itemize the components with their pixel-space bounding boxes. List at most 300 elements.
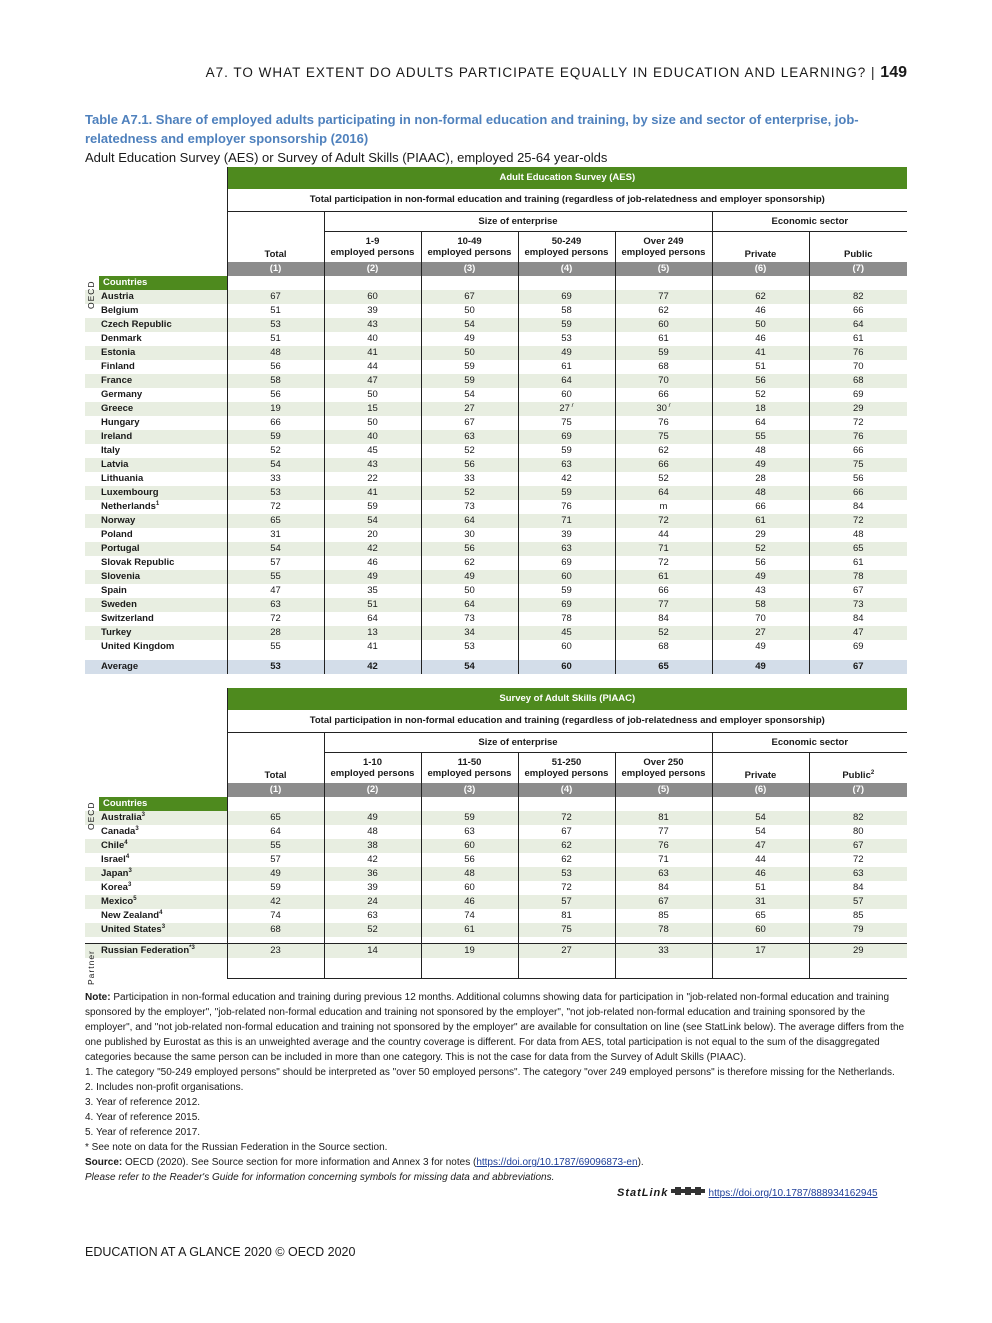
aes-country-row xyxy=(85,332,907,346)
value-cell: 65 xyxy=(809,542,907,556)
footnote: * See note on data for the Russian Federation in the Source section. xyxy=(85,1142,388,1153)
value-cell: 42 xyxy=(324,542,421,556)
value-cell: 53 xyxy=(518,332,615,346)
value-cell: 51 xyxy=(712,881,809,895)
value-cell: 48 xyxy=(712,486,809,500)
country-name: Switzerland xyxy=(101,612,154,624)
value-cell: 42 xyxy=(227,895,324,909)
value-cell: 54 xyxy=(421,388,518,402)
aes-country-row xyxy=(85,612,907,626)
piaac-span-label: Total participation in non-formal education and training (regardless of job-relatedness and employer sponsorship) xyxy=(227,710,907,733)
value-cell: 52 xyxy=(421,486,518,500)
value-cell: 49 xyxy=(712,458,809,472)
value-cell: 52 xyxy=(712,542,809,556)
value-cell: 66 xyxy=(615,458,712,472)
value-cell: 62 xyxy=(518,839,615,853)
running-title: A7. TO WHAT EXTENT DO ADULTS PARTICIPATE EQUALLY IN EDUCATION AND LEARNING? xyxy=(205,65,867,80)
country-name: Average xyxy=(85,660,227,674)
value-cell: 59 xyxy=(227,881,324,895)
value-cell: 57 xyxy=(227,556,324,570)
value-cell: 61 xyxy=(809,332,907,346)
value-cell: 52 xyxy=(615,626,712,640)
piaac-table-body xyxy=(85,811,907,979)
value-cell: 41 xyxy=(324,640,421,654)
value-cell: 56 xyxy=(421,458,518,472)
header-separator: | xyxy=(871,65,876,80)
aes-country-row xyxy=(85,374,907,388)
value-cell: 52 xyxy=(324,923,421,937)
value-cell: 53 xyxy=(518,867,615,881)
value-cell: 75 xyxy=(518,416,615,430)
value-cell: 51 xyxy=(712,360,809,374)
value-cell: 76 xyxy=(809,430,907,444)
footnote: 4. Year of reference 2015. xyxy=(85,1112,201,1123)
piaac-country-row xyxy=(85,881,907,895)
statlink-url[interactable]: https://doi.org/10.1787/888934162945 xyxy=(708,1188,878,1199)
source-link[interactable]: https://doi.org/10.1787/69096873-en xyxy=(476,1157,638,1168)
value-cell: 66 xyxy=(809,304,907,318)
value-cell: 48 xyxy=(712,444,809,458)
piaac-survey-label: Survey of Adult Skills (PIAAC) xyxy=(227,688,907,710)
value-cell: 69 xyxy=(518,430,615,444)
aes-total-header: Total xyxy=(227,232,324,262)
aes-table-body xyxy=(85,290,907,674)
aes-country-row xyxy=(85,472,907,486)
value-cell: 54 xyxy=(421,318,518,332)
value-cell: 60 xyxy=(518,660,615,674)
aes-country-row xyxy=(85,304,907,318)
value-cell: 65 xyxy=(227,811,324,825)
value-cell: 42 xyxy=(324,660,421,674)
value-cell: 49 xyxy=(712,660,809,674)
value-cell: 22 xyxy=(324,472,421,486)
value-cell: 50 xyxy=(324,388,421,402)
country-name: Latvia xyxy=(85,458,227,472)
country-name: Norway xyxy=(85,514,227,528)
aes-country-row xyxy=(85,626,907,640)
country-name: Netherlands$^1$ xyxy=(101,500,160,512)
aes-country-row xyxy=(85,528,907,542)
country-name: Denmark xyxy=(101,332,142,344)
statlink-logo-icon xyxy=(671,1187,708,1199)
value-cell: 78 xyxy=(615,923,712,937)
value-cell: 33 xyxy=(227,472,324,486)
country-name: Ireland xyxy=(85,430,227,444)
value-cell: 46 xyxy=(324,556,421,570)
value-cell: 44 xyxy=(324,360,421,374)
value-cell: 47 xyxy=(712,839,809,853)
value-cell: 33 xyxy=(615,943,712,958)
footnote: 5. Year of reference 2017. xyxy=(85,1127,201,1138)
value-cell: 20 xyxy=(324,528,421,542)
value-cell: 56 xyxy=(421,853,518,867)
value-cell: 63 xyxy=(518,458,615,472)
aes-country-row xyxy=(85,444,907,458)
value-cell: 41 xyxy=(324,346,421,360)
value-cell: 72 xyxy=(227,500,324,514)
aes-span-label: Total participation in non-formal education and training (regardless of job-relatedness and employer sponsorship) xyxy=(227,189,907,212)
piaac-size-col-2: 11-50 employed persons xyxy=(421,753,518,783)
page-number: 149 xyxy=(880,64,907,81)
aes-country-row xyxy=(85,388,907,402)
value-cell: 67 xyxy=(227,290,324,304)
value-cell: 64 xyxy=(615,486,712,500)
value-cell: 51 xyxy=(227,332,324,346)
value-cell: 55 xyxy=(227,570,324,584)
value-cell: 28 xyxy=(712,472,809,486)
country-name: Italy xyxy=(101,444,121,456)
piaac-country-row xyxy=(85,895,907,909)
country-name: Finland xyxy=(101,360,135,372)
note-paragraph: Note: Participation in non-formal education and training during previous 12 months. Additional columns showing data for participation in "job-related non-formal education and training sponsored by the employer", "job-related non-formal education and training not sponsored by the employer", "not job-related non-formal education and training sponsored by the employer", and "not job-related non-formal education and training not sponsored by the employer" are available for consultation on line (see StatLink below). The average differs from the one published by Eurostat as this is an unweighted average and the country coverage is different. For data from AES, total participation is not equal to the sum of the disaggregated categories because the same person can be included in more than one category. This is not the case for data from the Survey of Adult Skills (PIAAC). xyxy=(85,992,905,1063)
value-cell: 47 xyxy=(324,374,421,388)
piaac-country-row xyxy=(85,811,907,825)
value-cell: 27 xyxy=(421,402,518,416)
value-cell: 58 xyxy=(518,304,615,318)
country-name: Canada$^3$ xyxy=(101,825,139,837)
piaac-col-num: (3) xyxy=(421,783,518,797)
value-cell: 52 xyxy=(421,444,518,458)
value-cell: 67 xyxy=(809,660,907,674)
value-cell: 62 xyxy=(421,556,518,570)
footnote: 3. Year of reference 2012. xyxy=(85,1097,201,1108)
value-cell: 64 xyxy=(227,825,324,839)
aes-country-row xyxy=(85,402,907,416)
value-cell: 63 xyxy=(421,430,518,444)
value-cell: 27 xyxy=(712,626,809,640)
aes-country-row xyxy=(85,598,907,612)
country-name: Estonia xyxy=(85,346,227,360)
value-cell: 56 xyxy=(227,388,324,402)
value-cell: 59 xyxy=(615,346,712,360)
aes-size-col-2: 10-49 employed persons xyxy=(421,232,518,262)
table-notes xyxy=(85,990,907,1185)
value-cell: 84 xyxy=(809,500,907,514)
value-cell: 53 xyxy=(227,318,324,332)
value-cell: 43 xyxy=(712,584,809,598)
value-cell: 68 xyxy=(615,640,712,654)
value-cell: 29 xyxy=(809,943,907,958)
country-name: Slovak Republic xyxy=(101,556,175,568)
piaac-sector-label: Economic sector xyxy=(712,733,907,753)
value-cell: 49 xyxy=(421,570,518,584)
value-cell: 76 xyxy=(615,416,712,430)
value-cell: 61 xyxy=(809,556,907,570)
value-cell: 49 xyxy=(227,867,324,881)
value-cell: 29 xyxy=(712,528,809,542)
value-cell: 64 xyxy=(809,318,907,332)
aes-col-num: (4) xyxy=(518,262,615,276)
aes-average-row xyxy=(85,660,907,674)
value-cell: 47 xyxy=(809,626,907,640)
value-cell: 71 xyxy=(615,542,712,556)
value-cell: 62 xyxy=(615,444,712,458)
value-cell: 58 xyxy=(227,374,324,388)
value-cell: 64 xyxy=(518,374,615,388)
value-cell: 17 xyxy=(712,943,809,958)
value-cell: 66 xyxy=(809,486,907,500)
value-cell: 54 xyxy=(712,825,809,839)
value-cell: 51 xyxy=(227,304,324,318)
value-cell: 52 xyxy=(615,472,712,486)
piaac-group-label: OECD xyxy=(86,801,96,830)
value-cell: 57 xyxy=(518,895,615,909)
aes-col-num: (1) xyxy=(227,262,324,276)
value-cell: 57 xyxy=(227,853,324,867)
piaac-col-num: (1) xyxy=(227,783,324,797)
value-cell: 81 xyxy=(518,909,615,923)
piaac-size-col-3: 51-250 employed persons xyxy=(518,753,615,783)
aes-col-num: (5) xyxy=(615,262,712,276)
page-footer: EDUCATION AT A GLANCE 2020 © OECD 2020 xyxy=(85,1245,356,1259)
aes-country-row xyxy=(85,570,907,584)
value-cell: 62 xyxy=(712,290,809,304)
value-cell: 15 xyxy=(324,402,421,416)
value-cell: 59 xyxy=(324,500,421,514)
value-cell: 68 xyxy=(227,923,324,937)
piaac-countries-label: Countries xyxy=(99,797,227,811)
value-cell: 63 xyxy=(227,598,324,612)
value-cell: 69 xyxy=(518,598,615,612)
value-cell: 70 xyxy=(809,360,907,374)
footnote: 1. The category "50-249 employed persons" should be interpreted as "over 50 employed persons". The category "over 249 employed persons" is therefore missing for the Netherlands. xyxy=(85,1067,895,1078)
aes-country-row xyxy=(85,500,907,514)
value-cell: 59 xyxy=(518,318,615,332)
value-cell: 46 xyxy=(712,867,809,881)
value-cell: 56 xyxy=(227,360,324,374)
value-cell: 72 xyxy=(615,556,712,570)
value-cell: 77 xyxy=(615,825,712,839)
piaac-col-num: (5) xyxy=(615,783,712,797)
aes-size-col-3: 50-249 employed persons xyxy=(518,232,615,262)
value-cell: 42 xyxy=(518,472,615,486)
aes-col-num: (6) xyxy=(712,262,809,276)
country-name: United Kingdom xyxy=(101,640,175,652)
aes-private-header: Private xyxy=(712,232,809,262)
value-cell: 49 xyxy=(712,570,809,584)
piaac-col-num: (4) xyxy=(518,783,615,797)
value-cell: 60 xyxy=(421,881,518,895)
country-name: United States$^3$ xyxy=(85,923,227,937)
value-cell: 82 xyxy=(809,290,907,304)
piaac-col-num: (6) xyxy=(712,783,809,797)
value-cell: 75 xyxy=(518,923,615,937)
value-cell: 54 xyxy=(324,514,421,528)
value-cell: 39 xyxy=(518,528,615,542)
value-cell: 72 xyxy=(809,416,907,430)
value-cell: 81 xyxy=(615,811,712,825)
value-cell: 36 xyxy=(324,867,421,881)
value-cell: 54 xyxy=(227,542,324,556)
value-cell: 66 xyxy=(809,444,907,458)
value-cell: 72 xyxy=(227,612,324,626)
value-cell: 27 $^r$ xyxy=(518,402,615,416)
value-cell: 38 xyxy=(324,839,421,853)
value-cell: 72 xyxy=(809,853,907,867)
value-cell: 76 xyxy=(809,346,907,360)
value-cell: 48 xyxy=(421,867,518,881)
aes-country-row xyxy=(85,584,907,598)
value-cell: 54 xyxy=(421,660,518,674)
aes-size-col-4: Over 249 employed persons xyxy=(615,232,712,262)
aes-public-header: Public xyxy=(809,232,907,262)
piaac-country-row xyxy=(85,867,907,881)
value-cell: 60 xyxy=(518,388,615,402)
value-cell: 55 xyxy=(227,640,324,654)
country-name: Luxembourg xyxy=(85,486,227,500)
value-cell: 77 xyxy=(615,598,712,612)
value-cell: 66 xyxy=(712,500,809,514)
value-cell: 50 xyxy=(421,584,518,598)
country-name: Czech Republic xyxy=(85,318,227,332)
value-cell: 66 xyxy=(615,584,712,598)
aes-country-row xyxy=(85,514,907,528)
country-name: Sweden xyxy=(85,598,227,612)
aes-survey-label: Adult Education Survey (AES) xyxy=(227,167,907,189)
value-cell: 43 xyxy=(324,458,421,472)
value-cell: 71 xyxy=(615,853,712,867)
value-cell: 70 xyxy=(712,612,809,626)
piaac-total-header: Total xyxy=(227,753,324,783)
value-cell: 23 xyxy=(227,943,324,958)
piaac-table xyxy=(85,688,907,979)
value-cell: 39 xyxy=(324,881,421,895)
country-name: Hungary xyxy=(101,416,140,428)
piaac-country-row xyxy=(85,839,907,853)
value-cell: 85 xyxy=(809,909,907,923)
aes-table xyxy=(85,167,907,674)
value-cell: 69 xyxy=(809,388,907,402)
value-cell: 18 xyxy=(712,402,809,416)
value-cell: 48 xyxy=(227,346,324,360)
country-name: Belgium xyxy=(101,304,139,316)
country-name: Chile$^4$ xyxy=(85,839,227,853)
value-cell: 82 xyxy=(809,811,907,825)
value-cell: 19 xyxy=(421,943,518,958)
country-name: Japan$^3$ xyxy=(85,867,227,881)
value-cell: 64 xyxy=(421,598,518,612)
value-cell: 63 xyxy=(421,825,518,839)
value-cell: 50 xyxy=(421,346,518,360)
value-cell: 35 xyxy=(324,584,421,598)
value-cell: 31 xyxy=(227,528,324,542)
value-cell: 59 xyxy=(421,360,518,374)
value-cell: 72 xyxy=(615,514,712,528)
value-cell: 24 xyxy=(324,895,421,909)
value-cell: 49 xyxy=(324,570,421,584)
country-name: Poland xyxy=(101,528,133,540)
value-cell: 65 xyxy=(615,660,712,674)
piaac-col-num: (7) xyxy=(809,783,907,797)
value-cell: 49 xyxy=(518,346,615,360)
value-cell: 60 xyxy=(712,923,809,937)
value-cell: 67 xyxy=(421,416,518,430)
value-cell: 43 xyxy=(324,318,421,332)
aes-countries-label: Countries xyxy=(99,276,227,290)
country-name: Israel$^4$ xyxy=(101,853,130,865)
value-cell: 63 xyxy=(518,542,615,556)
piaac-private-header: Private xyxy=(712,753,809,783)
aes-country-row xyxy=(85,346,907,360)
aes-country-row xyxy=(85,458,907,472)
value-cell: 60 xyxy=(324,290,421,304)
piaac-size-col-4: Over 250 employed persons xyxy=(615,753,712,783)
aes-country-row xyxy=(85,556,907,570)
value-cell: 74 xyxy=(227,909,324,923)
country-name: Austria xyxy=(85,290,227,304)
value-cell: 71 xyxy=(518,514,615,528)
value-cell: 63 xyxy=(324,909,421,923)
value-cell: 63 xyxy=(615,867,712,881)
value-cell: 54 xyxy=(712,811,809,825)
country-name: Portugal xyxy=(85,542,227,556)
value-cell: 45 xyxy=(518,626,615,640)
table-title: Table A7.1. Share of employed adults participating in non-formal education and training, by size and sector of enterprise, job-relatedness and employer sponsorship (2016) xyxy=(85,112,859,146)
value-cell: 56 xyxy=(809,472,907,486)
value-cell: 53 xyxy=(227,660,324,674)
value-cell: 84 xyxy=(809,612,907,626)
spacer-row xyxy=(85,958,907,979)
value-cell: 46 xyxy=(712,304,809,318)
value-cell: 52 xyxy=(712,388,809,402)
value-cell: 39 xyxy=(324,304,421,318)
value-cell: 73 xyxy=(421,500,518,514)
value-cell: 69 xyxy=(809,640,907,654)
piaac-country-row xyxy=(85,825,907,839)
statlink-label: StatLink xyxy=(617,1187,669,1199)
value-cell: 79 xyxy=(809,923,907,937)
aes-size-label: Size of enterprise xyxy=(324,212,712,232)
value-cell: 55 xyxy=(227,839,324,853)
value-cell: 80 xyxy=(809,825,907,839)
value-cell: 19 xyxy=(227,402,324,416)
country-name: Greece xyxy=(85,402,227,416)
value-cell: 60 xyxy=(421,839,518,853)
piaac-partner-row xyxy=(85,943,907,958)
value-cell: 58 xyxy=(712,598,809,612)
value-cell: 69 xyxy=(518,556,615,570)
value-cell: 78 xyxy=(809,570,907,584)
piaac-country-row xyxy=(85,853,907,867)
value-cell: 53 xyxy=(227,486,324,500)
value-cell: 77 xyxy=(615,290,712,304)
piaac-public-header: Public$^2$ xyxy=(809,753,907,783)
value-cell: 73 xyxy=(809,598,907,612)
value-cell: 66 xyxy=(227,416,324,430)
value-cell: 67 xyxy=(518,825,615,839)
piaac-col-num: (2) xyxy=(324,783,421,797)
value-cell: 45 xyxy=(324,444,421,458)
value-cell: 51 xyxy=(324,598,421,612)
value-cell: 50 xyxy=(324,416,421,430)
value-cell: 61 xyxy=(712,514,809,528)
value-cell: 84 xyxy=(615,881,712,895)
aes-country-row xyxy=(85,430,907,444)
value-cell: 49 xyxy=(421,332,518,346)
value-cell: 59 xyxy=(518,486,615,500)
aes-country-row xyxy=(85,486,907,500)
value-cell: 50 xyxy=(712,318,809,332)
value-cell: 66 xyxy=(615,388,712,402)
value-cell: 64 xyxy=(421,514,518,528)
value-cell: 62 xyxy=(615,304,712,318)
country-name: Spain xyxy=(101,584,127,596)
value-cell: m xyxy=(615,500,712,514)
value-cell: 54 xyxy=(227,458,324,472)
country-name: Korea$^3$ xyxy=(101,881,132,893)
statlink xyxy=(617,1186,878,1199)
value-cell: 70 xyxy=(615,374,712,388)
